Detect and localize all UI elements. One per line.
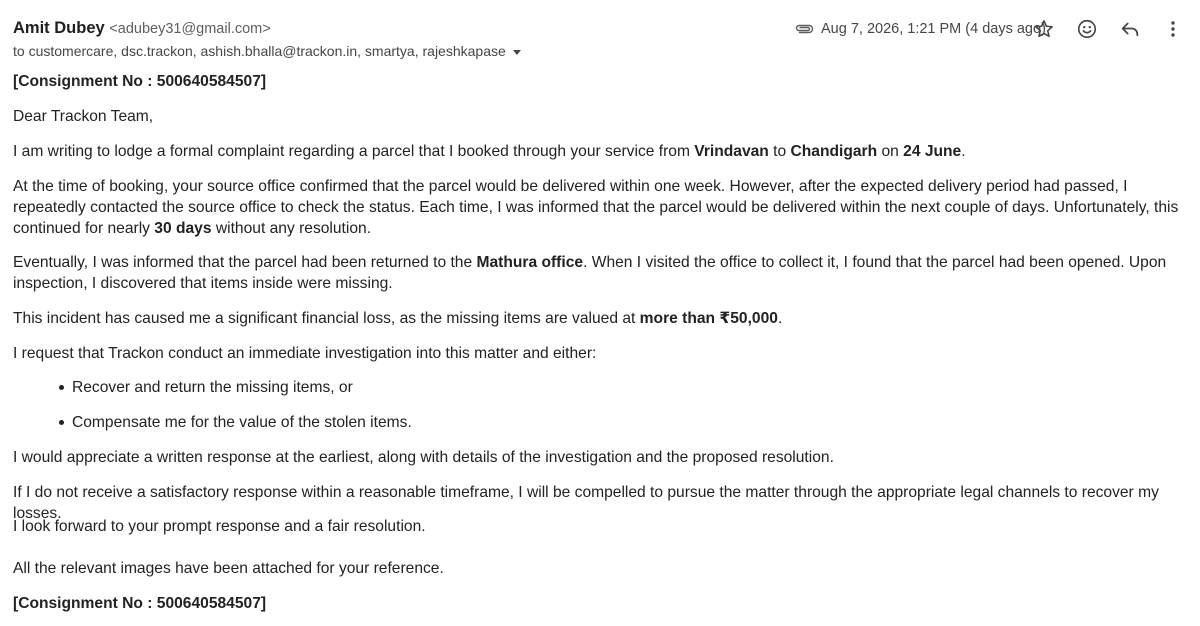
star-icon[interactable] (1029, 14, 1059, 44)
more-vert-icon[interactable] (1158, 14, 1188, 44)
destination-city: Chandigarh (790, 143, 878, 160)
bullet-icon (59, 385, 64, 390)
paragraph-returned (13, 252, 1183, 294)
sender-email: <adubey31@gmail.com> (109, 21, 271, 37)
text-fragment: . (777, 310, 783, 327)
paragraph-attachments: All the relevant images have been attached for your reference. (13, 560, 444, 577)
message-date: Aug 7, 2026, 1:21 PM (4 days ago) (821, 21, 1046, 37)
origin-city: Vrindavan (694, 143, 769, 160)
text-fragment: . (961, 143, 966, 160)
consignment-header (13, 71, 1183, 92)
text-fragment: Eventually, I was informed that the parcel had been returned to the (13, 254, 477, 271)
text-fragment: on (877, 143, 904, 160)
delay-days: 30 days (154, 220, 212, 237)
message-actions (1029, 14, 1188, 44)
greeting: Dear Trackon Team, (13, 108, 154, 125)
recipients-text: to customercare, dsc.trackon, ashish.bhalla@trackon.in, smartya, rajeshkapase (13, 43, 506, 59)
text-fragment: . When I visited the office to collect it, I found that the parcel had been opened. Upon inspection, I discovered that items inside were missing. (13, 254, 1167, 292)
paragraph-loss (13, 308, 1183, 329)
message-meta (794, 18, 1046, 40)
consignment-number: [Consignment No : 500640584507] (13, 595, 267, 612)
sender (13, 19, 271, 38)
email-header (0, 0, 1200, 70)
emoji-icon[interactable] (1072, 14, 1102, 44)
text-fragment: At the time of booking, your source office confirmed that the parcel would be delivered within one week. However, after the expected delivery period had passed, I repeatedly contacted the source office to check the status. Each time, I was informed that the parcel would be delivered within the next couple of days. Unfortunately, this continued for nearly (13, 178, 1179, 237)
list-item-text: Recover and return the missing items, or (72, 379, 353, 396)
recipients-line[interactable] (13, 43, 521, 59)
reply-icon[interactable] (1115, 14, 1145, 44)
text-fragment: without any resolution. (211, 220, 372, 237)
consignment-footer (13, 593, 1183, 614)
list-item (59, 412, 412, 433)
paragraph-closing: I look forward to your prompt response and a fair resolution. (13, 518, 426, 535)
list-item (59, 377, 353, 398)
text-fragment: I am writing to lodge a formal complaint regarding a parcel that I booked through your service from (13, 143, 695, 160)
text-fragment: to (768, 143, 791, 160)
consignment-number: [Consignment No : 500640584507] (13, 73, 267, 90)
paperclip-icon (794, 23, 814, 35)
paragraph-booking (13, 141, 1183, 162)
loss-value: more than ₹50,000 (639, 310, 778, 327)
paragraph-written-response: I would appreciate a written response at the earliest, along with details of the investigation and the proposed resolution. (13, 449, 834, 466)
office-name: Mathura office (476, 254, 584, 271)
chevron-down-icon[interactable] (513, 50, 521, 55)
list-item-text: Compensate me for the value of the stolen items. (72, 414, 412, 431)
booking-date: 24 June (903, 143, 962, 160)
paragraph-legal: If I do not receive a satisfactory response within a reasonable timeframe, I will be compelled to pursue the matter through the appropriate legal channels to recover my losses. (13, 484, 1159, 522)
bullet-icon (59, 420, 64, 425)
paragraph-delay (13, 176, 1183, 239)
sender-name[interactable]: Amit Dubey (13, 19, 105, 37)
text-fragment: This incident has caused me a significant financial loss, as the missing items are valued at (13, 310, 640, 327)
paragraph-request: I request that Trackon conduct an immediate investigation into this matter and either: (13, 345, 597, 362)
